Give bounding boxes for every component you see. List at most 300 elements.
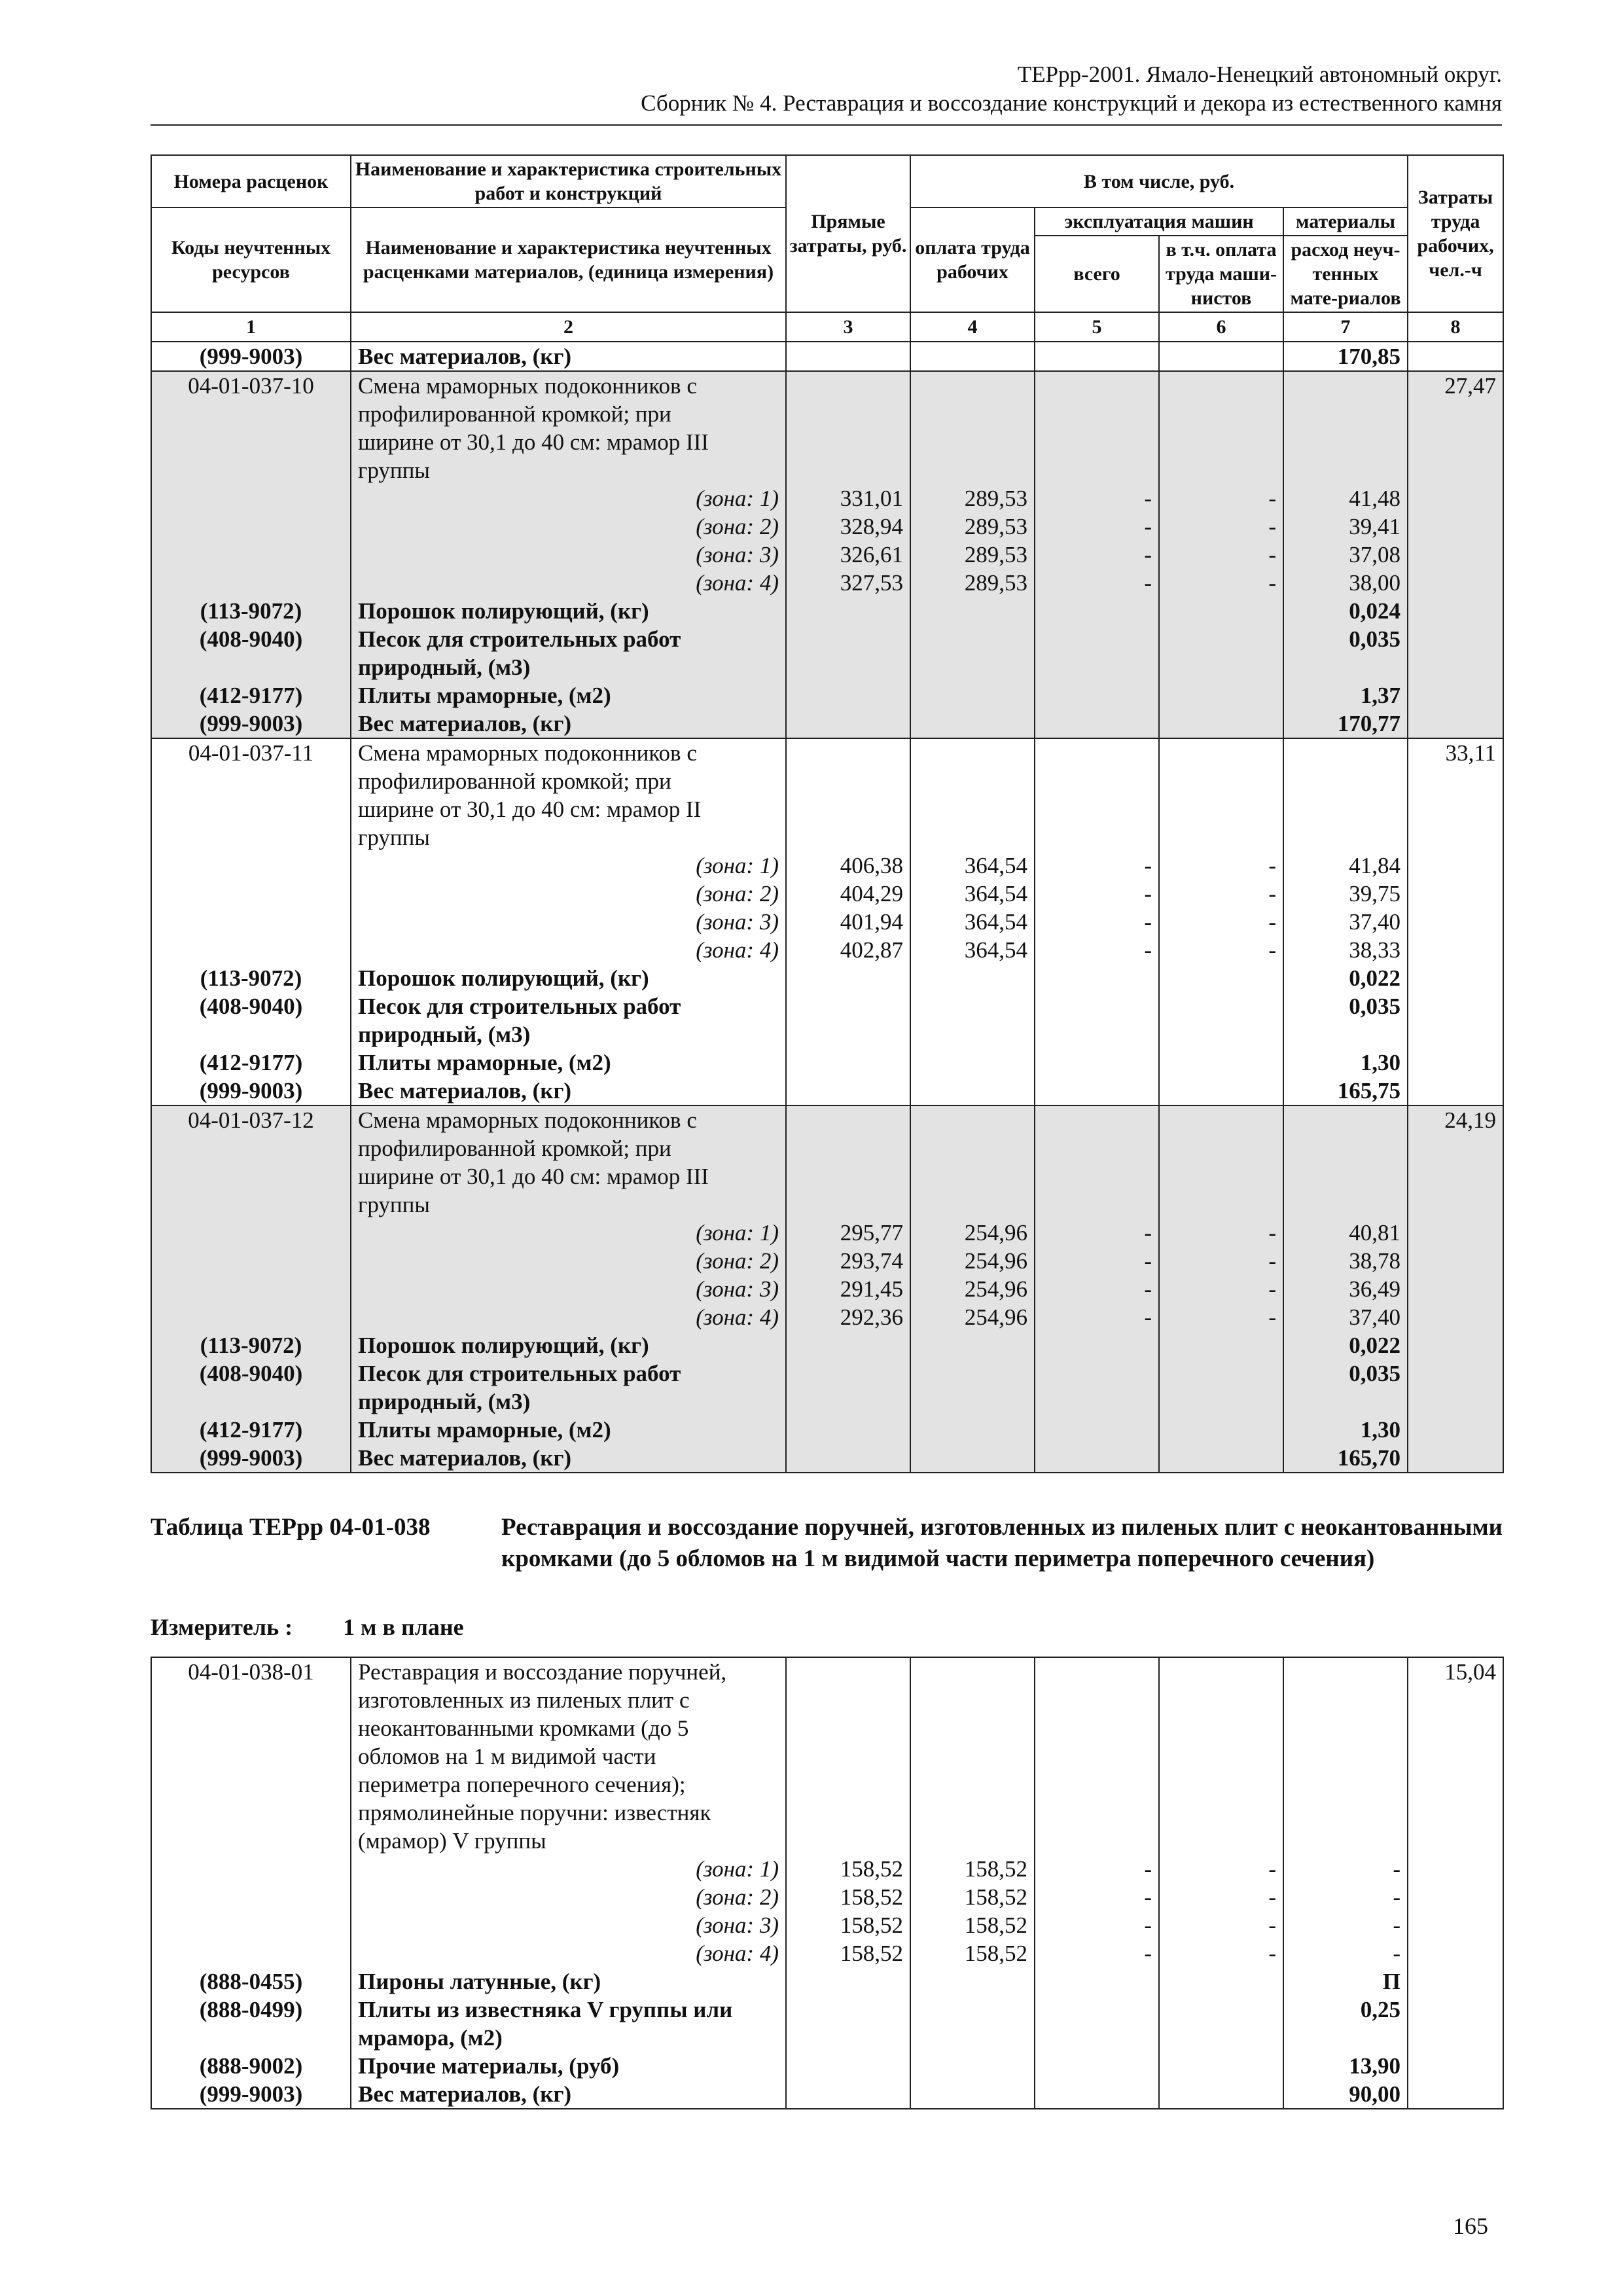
header-line-1: ТЕРрр-2001. Ямало-Ненецкий автономный округ. bbox=[1017, 62, 1502, 87]
empty-cell bbox=[1035, 795, 1159, 823]
empty-cell bbox=[786, 992, 910, 1020]
empty-cell bbox=[151, 484, 351, 512]
empty-cell bbox=[1159, 738, 1283, 767]
measure-line bbox=[151, 1613, 464, 1641]
empty-cell bbox=[1283, 1770, 1408, 1799]
materials-cost: 41,48 bbox=[1283, 484, 1408, 512]
empty-cell bbox=[786, 1770, 910, 1799]
rate-code: 04-01-037-12 bbox=[151, 1105, 351, 1134]
material-value: 0,024 bbox=[1283, 597, 1408, 625]
empty-cell bbox=[1159, 2080, 1283, 2109]
table-row bbox=[151, 1331, 1503, 1359]
worker-pay: 364,54 bbox=[910, 936, 1035, 964]
worker-pay: 289,53 bbox=[910, 484, 1035, 512]
resource-code: (408-9040) bbox=[151, 1359, 351, 1388]
empty-cell bbox=[910, 1967, 1035, 1996]
empty-cell bbox=[1408, 653, 1503, 681]
resource-code: (412-9177) bbox=[151, 681, 351, 709]
worker-pay: 289,53 bbox=[910, 512, 1035, 541]
empty-cell bbox=[786, 342, 910, 371]
rate-description-line: Смена мраморных подоконников с bbox=[351, 738, 786, 767]
empty-cell bbox=[1035, 1770, 1159, 1799]
machine-total: - bbox=[1035, 1883, 1159, 1911]
column-number: 1 bbox=[151, 312, 351, 342]
materials-cost: 38,00 bbox=[1283, 569, 1408, 597]
empty-cell bbox=[1283, 428, 1408, 456]
rate-description-line: изготовленных из пиленых плит с bbox=[351, 1686, 786, 1714]
empty-cell bbox=[1408, 1020, 1503, 1049]
material-name-line: Порошок полирующий, (кг) bbox=[351, 964, 786, 992]
empty-cell bbox=[1035, 992, 1159, 1020]
empty-cell bbox=[1035, 738, 1159, 767]
th-total: всего bbox=[1035, 236, 1159, 312]
direct-cost: 293,74 bbox=[786, 1247, 910, 1275]
column-number: 6 bbox=[1159, 312, 1283, 342]
empty-cell bbox=[910, 738, 1035, 767]
machinist-pay: - bbox=[1159, 541, 1283, 569]
empty-cell bbox=[1159, 1827, 1283, 1855]
worker-pay: 158,52 bbox=[910, 1855, 1035, 1883]
empty-cell bbox=[786, 1742, 910, 1770]
table-row bbox=[151, 852, 1503, 880]
empty-cell bbox=[1159, 1162, 1283, 1191]
empty-cell bbox=[1159, 1077, 1283, 1105]
empty-cell bbox=[151, 541, 351, 569]
empty-cell bbox=[1408, 1388, 1503, 1416]
rate-block bbox=[151, 1657, 1503, 2109]
empty-cell bbox=[786, 625, 910, 653]
empty-cell bbox=[1408, 1303, 1503, 1331]
empty-cell bbox=[1283, 371, 1408, 400]
machine-total: - bbox=[1035, 484, 1159, 512]
empty-cell bbox=[1408, 2080, 1503, 2109]
empty-cell bbox=[786, 1444, 910, 1473]
empty-cell bbox=[786, 738, 910, 767]
rate-description-line: прямолинейные поручни: известняк bbox=[351, 1799, 786, 1827]
material-value: 1,30 bbox=[1283, 1049, 1408, 1077]
empty-cell bbox=[1159, 1416, 1283, 1444]
empty-cell bbox=[151, 1742, 351, 1770]
empty-cell bbox=[151, 1020, 351, 1049]
machinist-pay: - bbox=[1159, 908, 1283, 936]
empty-cell bbox=[151, 1883, 351, 1911]
empty-cell bbox=[1283, 1686, 1408, 1714]
zone-label: (зона: 1) bbox=[351, 1855, 786, 1883]
empty-cell bbox=[1408, 1827, 1503, 1855]
th-unaccounted-materials: расход неуч-тенных мате-риалов bbox=[1283, 236, 1408, 312]
empty-cell bbox=[1035, 2080, 1159, 2109]
materials-cost: 39,75 bbox=[1283, 880, 1408, 908]
empty-cell bbox=[786, 1049, 910, 1077]
material-name-line: Вес материалов, (кг) bbox=[351, 709, 786, 738]
materials-cost: - bbox=[1283, 1855, 1408, 1883]
empty-cell bbox=[1035, 709, 1159, 738]
material-name-line: Вес материалов, (кг) bbox=[351, 1444, 786, 1473]
material-name-line: Порошок полирующий, (кг) bbox=[351, 597, 786, 625]
worker-pay: 254,96 bbox=[910, 1219, 1035, 1247]
table-row bbox=[151, 1657, 1503, 1686]
materials-cost: 36,49 bbox=[1283, 1275, 1408, 1303]
machine-total: - bbox=[1035, 1855, 1159, 1883]
empty-cell bbox=[151, 2024, 351, 2052]
empty-cell bbox=[786, 681, 910, 709]
empty-cell bbox=[1408, 2024, 1503, 2052]
empty-cell bbox=[1408, 1444, 1503, 1473]
table-row bbox=[151, 1742, 1503, 1770]
material-name-line: природный, (м3) bbox=[351, 653, 786, 681]
empty-cell bbox=[151, 512, 351, 541]
empty-cell bbox=[1408, 1939, 1503, 1967]
machinist-pay: - bbox=[1159, 1939, 1283, 1967]
th-rate-numbers: Номера расценок bbox=[151, 155, 351, 207]
table-row bbox=[151, 908, 1503, 936]
empty-cell bbox=[151, 1939, 351, 1967]
column-number: 7 bbox=[1283, 312, 1408, 342]
materials-cost: 37,40 bbox=[1283, 908, 1408, 936]
rate-description-line: профилированной кромкой; при bbox=[351, 1134, 786, 1162]
empty-cell bbox=[151, 823, 351, 852]
empty-cell bbox=[1159, 1657, 1283, 1686]
empty-cell bbox=[1408, 1275, 1503, 1303]
worker-pay: 158,52 bbox=[910, 1883, 1035, 1911]
column-number: 8 bbox=[1408, 312, 1503, 342]
table-row bbox=[151, 625, 1503, 653]
table-row bbox=[151, 992, 1503, 1020]
materials-cost: 38,78 bbox=[1283, 1247, 1408, 1275]
machinist-pay: - bbox=[1159, 569, 1283, 597]
resource-code: (999-9003) bbox=[151, 709, 351, 738]
zone-label: (зона: 2) bbox=[351, 512, 786, 541]
worker-pay: 289,53 bbox=[910, 569, 1035, 597]
machine-total: - bbox=[1035, 541, 1159, 569]
machinist-pay: - bbox=[1159, 1855, 1283, 1883]
empty-cell bbox=[1159, 795, 1283, 823]
empty-cell bbox=[910, 1359, 1035, 1388]
material-value: 0,035 bbox=[1283, 992, 1408, 1020]
table-row bbox=[151, 1855, 1503, 1883]
empty-cell bbox=[1035, 1388, 1159, 1416]
table-row bbox=[151, 738, 1503, 767]
empty-cell bbox=[1035, 456, 1159, 484]
empty-cell bbox=[786, 428, 910, 456]
rate-description-line: ширине от 30,1 до 40 см: мрамор III bbox=[351, 428, 786, 456]
labor-cost: 15,04 bbox=[1408, 1657, 1503, 1686]
empty-cell bbox=[786, 1714, 910, 1742]
empty-cell bbox=[1035, 1742, 1159, 1770]
empty-cell bbox=[910, 428, 1035, 456]
rate-code: 04-01-037-10 bbox=[151, 371, 351, 400]
empty-cell bbox=[1283, 738, 1408, 767]
empty-cell bbox=[910, 1444, 1035, 1473]
material-name-line: Пироны латунные, (кг) bbox=[351, 1967, 786, 1996]
empty-cell bbox=[1159, 992, 1283, 1020]
empty-cell bbox=[1408, 1770, 1503, 1799]
empty-cell bbox=[786, 1359, 910, 1388]
empty-cell bbox=[151, 400, 351, 428]
empty-cell bbox=[1035, 964, 1159, 992]
empty-cell bbox=[151, 1247, 351, 1275]
empty-cell bbox=[151, 1799, 351, 1827]
empty-cell bbox=[1408, 541, 1503, 569]
direct-cost: 402,87 bbox=[786, 936, 910, 964]
empty-cell bbox=[151, 1911, 351, 1939]
machinist-pay: - bbox=[1159, 1911, 1283, 1939]
empty-cell bbox=[1408, 1219, 1503, 1247]
machinist-pay: - bbox=[1159, 484, 1283, 512]
rates-table bbox=[151, 154, 1504, 1473]
table-row bbox=[151, 597, 1503, 625]
table-row bbox=[151, 1105, 1503, 1134]
empty-cell bbox=[910, 1191, 1035, 1219]
measure-label: Измеритель : bbox=[151, 1614, 293, 1640]
empty-cell bbox=[1283, 653, 1408, 681]
machinist-pay: - bbox=[1159, 1219, 1283, 1247]
materials-cost: 41,84 bbox=[1283, 852, 1408, 880]
material-name-line: Плиты мраморные, (м2) bbox=[351, 1049, 786, 1077]
empty-cell bbox=[1159, 456, 1283, 484]
empty-cell bbox=[1408, 400, 1503, 428]
empty-cell bbox=[786, 1799, 910, 1827]
empty-cell bbox=[1283, 400, 1408, 428]
rate-description-line: группы bbox=[351, 823, 786, 852]
empty-cell bbox=[910, 1714, 1035, 1742]
empty-cell bbox=[151, 1275, 351, 1303]
empty-cell bbox=[1408, 1883, 1503, 1911]
empty-cell bbox=[1035, 1967, 1159, 1996]
empty-cell bbox=[1035, 1799, 1159, 1827]
empty-cell bbox=[1159, 1105, 1283, 1134]
empty-cell bbox=[1283, 1827, 1408, 1855]
empty-cell bbox=[1159, 1686, 1283, 1714]
material-value: 0,022 bbox=[1283, 964, 1408, 992]
empty-cell bbox=[786, 1162, 910, 1191]
empty-cell bbox=[1408, 795, 1503, 823]
empty-cell bbox=[1035, 1077, 1159, 1105]
empty-cell bbox=[1035, 1686, 1159, 1714]
empty-cell bbox=[910, 2052, 1035, 2080]
direct-cost: 158,52 bbox=[786, 1911, 910, 1939]
empty-cell bbox=[1408, 709, 1503, 738]
table-row bbox=[151, 1359, 1503, 1388]
empty-cell bbox=[910, 653, 1035, 681]
empty-cell bbox=[1408, 1742, 1503, 1770]
empty-cell bbox=[1283, 795, 1408, 823]
direct-cost: 331,01 bbox=[786, 484, 910, 512]
table-row bbox=[151, 569, 1503, 597]
empty-cell bbox=[910, 795, 1035, 823]
empty-cell bbox=[1159, 1770, 1283, 1799]
empty-cell bbox=[1408, 1967, 1503, 1996]
empty-cell bbox=[910, 1996, 1035, 2024]
table-row bbox=[151, 1275, 1503, 1303]
material-name-line: Песок для строительных работ bbox=[351, 992, 786, 1020]
table-row bbox=[151, 823, 1503, 852]
table-row bbox=[151, 400, 1503, 428]
table-row bbox=[151, 1388, 1503, 1416]
empty-cell bbox=[910, 342, 1035, 371]
machine-total: - bbox=[1035, 852, 1159, 880]
empty-cell bbox=[786, 597, 910, 625]
table-row bbox=[151, 681, 1503, 709]
empty-cell bbox=[910, 823, 1035, 852]
th-worker-pay: оплата труда рабочих bbox=[910, 207, 1035, 312]
table-row bbox=[151, 1770, 1503, 1799]
empty-cell bbox=[1159, 823, 1283, 852]
empty-cell bbox=[1159, 1967, 1283, 1996]
empty-cell bbox=[1408, 1359, 1503, 1388]
table-row bbox=[151, 1444, 1503, 1473]
rate-description-line: неокантованными кромками (до 5 bbox=[351, 1714, 786, 1742]
empty-cell bbox=[1408, 1077, 1503, 1105]
rate-description-line: (мрамор) V группы bbox=[351, 1827, 786, 1855]
material-name-line: природный, (м3) bbox=[351, 1388, 786, 1416]
empty-cell bbox=[1283, 1799, 1408, 1827]
empty-cell bbox=[786, 1134, 910, 1162]
worker-pay: 364,54 bbox=[910, 908, 1035, 936]
materials-cost: 38,33 bbox=[1283, 936, 1408, 964]
worker-pay: 364,54 bbox=[910, 880, 1035, 908]
table-row bbox=[151, 795, 1503, 823]
empty-cell bbox=[151, 1827, 351, 1855]
resource-code: (888-9002) bbox=[151, 2052, 351, 2080]
table-header bbox=[151, 155, 1503, 312]
empty-cell bbox=[786, 1686, 910, 1714]
material-name-line: мрамора, (м2) bbox=[351, 2024, 786, 2052]
empty-cell bbox=[1035, 1827, 1159, 1855]
material-value: 165,70 bbox=[1283, 1444, 1408, 1473]
empty-cell bbox=[1035, 428, 1159, 456]
table-row bbox=[151, 2080, 1503, 2109]
machinist-pay: - bbox=[1159, 936, 1283, 964]
empty-cell bbox=[1408, 936, 1503, 964]
machine-total: - bbox=[1035, 908, 1159, 936]
empty-cell bbox=[786, 1416, 910, 1444]
empty-cell bbox=[910, 1686, 1035, 1714]
table-row bbox=[151, 428, 1503, 456]
empty-cell bbox=[151, 1770, 351, 1799]
page-number: 165 bbox=[1453, 2213, 1488, 2239]
materials-cost: - bbox=[1283, 1911, 1408, 1939]
worker-pay: 158,52 bbox=[910, 1911, 1035, 1939]
material-name-line: Порошок полирующий, (кг) bbox=[351, 1331, 786, 1359]
empty-cell bbox=[1159, 709, 1283, 738]
material-value: 90,00 bbox=[1283, 2080, 1408, 2109]
table-row bbox=[151, 1162, 1503, 1191]
column-number: 3 bbox=[786, 312, 910, 342]
material-name-line: Плиты мраморные, (м2) bbox=[351, 681, 786, 709]
empty-cell bbox=[910, 992, 1035, 1020]
empty-cell bbox=[786, 2052, 910, 2080]
resource-code: (113-9072) bbox=[151, 1331, 351, 1359]
zone-label: (зона: 3) bbox=[351, 1275, 786, 1303]
direct-cost: 291,45 bbox=[786, 1275, 910, 1303]
empty-cell bbox=[1159, 625, 1283, 653]
worker-pay: 254,96 bbox=[910, 1303, 1035, 1331]
empty-cell bbox=[786, 1331, 910, 1359]
empty-cell bbox=[1159, 1331, 1283, 1359]
table-row bbox=[151, 1883, 1503, 1911]
empty-cell bbox=[1159, 681, 1283, 709]
zone-label: (зона: 2) bbox=[351, 1883, 786, 1911]
direct-cost: 327,53 bbox=[786, 569, 910, 597]
table-row bbox=[151, 1967, 1503, 1996]
resource-code: (888-0455) bbox=[151, 1967, 351, 1996]
material-value: 1,37 bbox=[1283, 681, 1408, 709]
empty-cell bbox=[1159, 1799, 1283, 1827]
table-row bbox=[151, 1303, 1503, 1331]
empty-cell bbox=[1159, 767, 1283, 795]
table-row bbox=[151, 1416, 1503, 1444]
empty-cell bbox=[151, 1303, 351, 1331]
material-value: 170,77 bbox=[1283, 709, 1408, 738]
table-row bbox=[151, 1077, 1503, 1105]
empty-cell bbox=[786, 1077, 910, 1105]
material-value: 0,035 bbox=[1283, 1359, 1408, 1388]
empty-cell bbox=[151, 456, 351, 484]
empty-cell bbox=[1035, 625, 1159, 653]
empty-cell bbox=[1035, 1162, 1159, 1191]
zone-label: (зона: 2) bbox=[351, 880, 786, 908]
empty-cell bbox=[1159, 2052, 1283, 2080]
rate-description-line: ширине от 30,1 до 40 см: мрамор III bbox=[351, 1162, 786, 1191]
empty-cell bbox=[1408, 625, 1503, 653]
zone-label: (зона: 2) bbox=[351, 1247, 786, 1275]
zone-label: (зона: 4) bbox=[351, 569, 786, 597]
empty-cell bbox=[1035, 2052, 1159, 2080]
rate-block bbox=[151, 738, 1503, 1105]
empty-cell bbox=[1408, 1714, 1503, 1742]
empty-cell bbox=[910, 1770, 1035, 1799]
material-value: 0,022 bbox=[1283, 1331, 1408, 1359]
machine-total: - bbox=[1035, 1219, 1159, 1247]
column-number: 5 bbox=[1035, 312, 1159, 342]
empty-cell bbox=[1283, 1191, 1408, 1219]
materials-cost: 39,41 bbox=[1283, 512, 1408, 541]
material-value: 0,035 bbox=[1283, 625, 1408, 653]
empty-cell bbox=[1159, 2024, 1283, 2052]
empty-cell bbox=[1408, 964, 1503, 992]
empty-cell bbox=[1408, 1162, 1503, 1191]
empty-cell bbox=[910, 2024, 1035, 2052]
empty-cell bbox=[1159, 1049, 1283, 1077]
worker-pay: 158,52 bbox=[910, 1939, 1035, 1967]
column-number: 2 bbox=[351, 312, 786, 342]
empty-cell bbox=[1408, 342, 1503, 371]
empty-cell bbox=[1408, 456, 1503, 484]
machine-total: - bbox=[1035, 1911, 1159, 1939]
table-row bbox=[151, 456, 1503, 484]
rate-description-line: профилированной кромкой; при bbox=[351, 400, 786, 428]
empty-cell bbox=[910, 1162, 1035, 1191]
empty-cell bbox=[1283, 823, 1408, 852]
materials-cost: - bbox=[1283, 1939, 1408, 1967]
empty-cell bbox=[151, 1855, 351, 1883]
rate-description-line: группы bbox=[351, 1191, 786, 1219]
empty-cell bbox=[1408, 681, 1503, 709]
resource-code: (113-9072) bbox=[151, 964, 351, 992]
empty-cell bbox=[1159, 1742, 1283, 1770]
rate-block bbox=[151, 371, 1503, 738]
empty-cell bbox=[1159, 1020, 1283, 1049]
table-row bbox=[151, 1219, 1503, 1247]
empty-cell bbox=[1408, 823, 1503, 852]
direct-cost: 406,38 bbox=[786, 852, 910, 880]
table-row bbox=[151, 512, 1503, 541]
machinist-pay: - bbox=[1159, 1303, 1283, 1331]
section-title-text: Реставрация и воссоздание поручней, изготовленных из пиленых плит с неокантованными кромками (до 5 обломов на 1 м видимой части периметра поперечного сечения) bbox=[501, 1514, 1503, 1572]
direct-cost: 158,52 bbox=[786, 1855, 910, 1883]
header-line-2: Сборник № 4. Реставрация и воссоздание конструкций и декора из естественного камня bbox=[641, 90, 1502, 116]
